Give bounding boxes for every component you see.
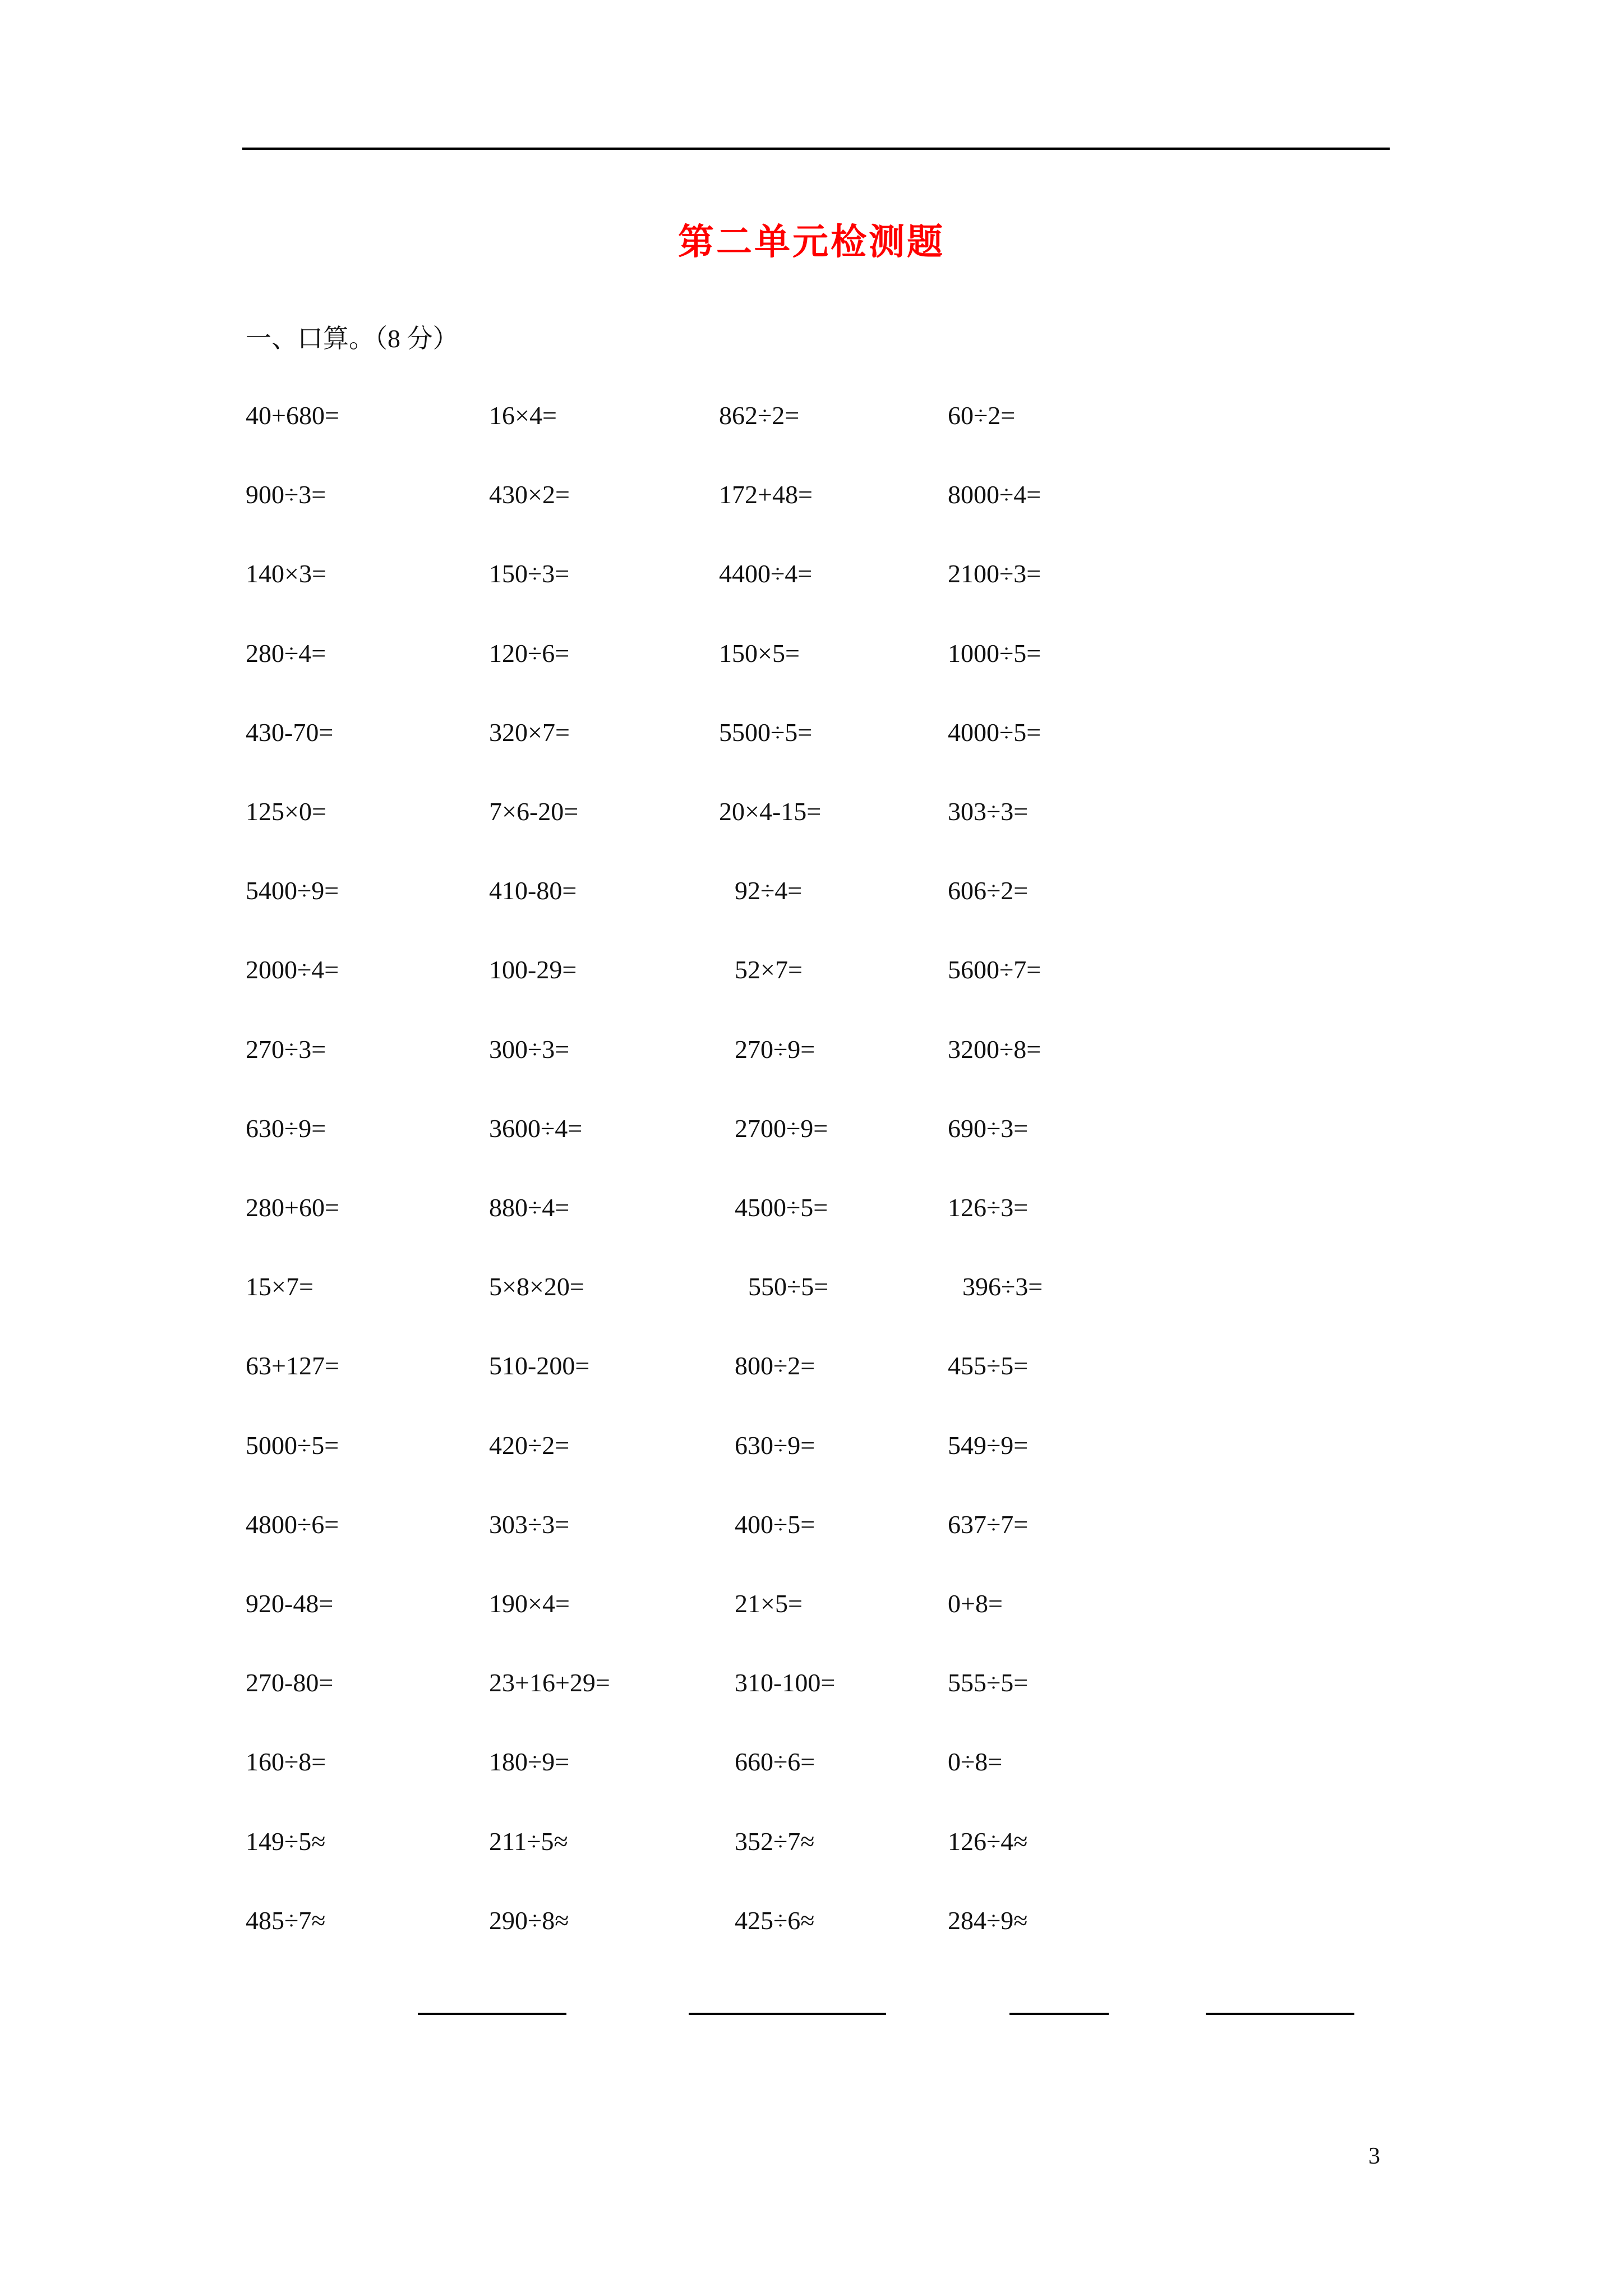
arithmetic-problem: 5600÷7=	[948, 955, 1041, 984]
arithmetic-problem: 5400÷9=	[246, 876, 339, 905]
arithmetic-problem: 172+48=	[719, 480, 813, 509]
arithmetic-problem: 149÷5≈	[246, 1827, 326, 1856]
arithmetic-problem: 40+680=	[246, 401, 339, 430]
arithmetic-problem: 150×5=	[719, 639, 800, 668]
arithmetic-problem: 284÷9≈	[948, 1906, 1028, 1935]
arithmetic-problem: 862÷2=	[719, 401, 800, 430]
arithmetic-problem: 3600÷4=	[489, 1114, 583, 1143]
arithmetic-problem: 300÷3=	[489, 1035, 570, 1064]
arithmetic-problem: 303÷3=	[948, 797, 1029, 826]
arithmetic-problem: 20×4-15=	[719, 797, 822, 826]
arithmetic-problem: 3200÷8=	[948, 1035, 1041, 1064]
arithmetic-problem: 2100÷3=	[948, 559, 1041, 588]
answer-blank-line	[689, 2013, 886, 2015]
arithmetic-problem: 125×0=	[246, 797, 326, 826]
arithmetic-problem: 0+8=	[948, 1589, 1003, 1618]
arithmetic-problem: 690÷3=	[948, 1114, 1029, 1143]
arithmetic-problem: 2700÷9=	[735, 1114, 828, 1143]
arithmetic-problem: 150÷3=	[489, 559, 570, 588]
arithmetic-problem: 400÷5=	[735, 1510, 815, 1539]
section-heading: 一、口算。（8 分）	[246, 324, 459, 353]
arithmetic-problem: 270÷3=	[246, 1035, 326, 1064]
arithmetic-problem: 140×3=	[246, 559, 326, 588]
arithmetic-problem: 280÷4=	[246, 639, 326, 668]
arithmetic-problem: 5500÷5=	[719, 718, 813, 747]
arithmetic-problem: 320×7=	[489, 718, 570, 747]
arithmetic-problem: 425÷6≈	[735, 1906, 815, 1935]
arithmetic-problem: 430×2=	[489, 480, 570, 509]
arithmetic-problem: 310-100=	[735, 1668, 836, 1697]
arithmetic-problem: 63+127=	[246, 1351, 339, 1380]
page-title: 第二单元检测题	[678, 222, 945, 262]
answer-blank-line	[1009, 2013, 1109, 2015]
arithmetic-problem: 280+60=	[246, 1193, 339, 1222]
arithmetic-problem: 550÷5=	[748, 1272, 829, 1301]
arithmetic-problem: 5000÷5=	[246, 1431, 339, 1460]
arithmetic-problem: 2000÷4=	[246, 955, 339, 984]
arithmetic-problem: 630÷9=	[735, 1431, 815, 1460]
answer-blank-line	[1206, 2013, 1354, 2015]
arithmetic-problem: 160÷8=	[246, 1747, 326, 1776]
arithmetic-problem: 5×8×20=	[489, 1272, 584, 1301]
arithmetic-problem: 303÷3=	[489, 1510, 570, 1539]
answer-blank-line	[418, 2013, 566, 2015]
arithmetic-problem: 410-80=	[489, 876, 577, 905]
arithmetic-problem: 211÷5≈	[489, 1827, 568, 1856]
arithmetic-problem: 549÷9=	[948, 1431, 1029, 1460]
arithmetic-problem: 100-29=	[489, 955, 577, 984]
arithmetic-problem: 880÷4=	[489, 1193, 570, 1222]
arithmetic-problem: 23+16+29=	[489, 1668, 610, 1697]
arithmetic-problem: 510-200=	[489, 1351, 590, 1380]
arithmetic-problem: 126÷4≈	[948, 1827, 1028, 1856]
arithmetic-problem: 637÷7=	[948, 1510, 1029, 1539]
arithmetic-problem: 555÷5=	[948, 1668, 1029, 1697]
arithmetic-problem: 630÷9=	[246, 1114, 326, 1143]
arithmetic-problem: 660÷6=	[735, 1747, 815, 1776]
arithmetic-problem: 606÷2=	[948, 876, 1029, 905]
arithmetic-problem: 7×6-20=	[489, 797, 579, 826]
arithmetic-problem: 396÷3=	[962, 1272, 1043, 1301]
arithmetic-problem: 126÷3=	[948, 1193, 1029, 1222]
arithmetic-problem: 16×4=	[489, 401, 557, 430]
arithmetic-problem: 4400÷4=	[719, 559, 813, 588]
arithmetic-problem: 1000÷5=	[948, 639, 1041, 668]
arithmetic-problem: 4000÷5=	[948, 718, 1041, 747]
arithmetic-problem: 21×5=	[735, 1589, 803, 1618]
arithmetic-problem: 920-48=	[246, 1589, 334, 1618]
arithmetic-problem: 485÷7≈	[246, 1906, 326, 1935]
arithmetic-problem: 4800÷6=	[246, 1510, 339, 1539]
arithmetic-problem: 800÷2=	[735, 1351, 815, 1380]
arithmetic-problem: 92÷4=	[735, 876, 803, 905]
arithmetic-problem: 420÷2=	[489, 1431, 570, 1460]
arithmetic-problem: 900÷3=	[246, 480, 326, 509]
arithmetic-problem: 290÷8≈	[489, 1906, 569, 1935]
arithmetic-problem: 0÷8=	[948, 1747, 1003, 1776]
arithmetic-problem: 60÷2=	[948, 401, 1016, 430]
arithmetic-problem: 8000÷4=	[948, 480, 1041, 509]
arithmetic-problem: 52×7=	[735, 955, 803, 984]
arithmetic-problem: 270-80=	[246, 1668, 334, 1697]
arithmetic-problem: 455÷5=	[948, 1351, 1029, 1380]
arithmetic-problem: 15×7=	[246, 1272, 313, 1301]
page-number: 3	[1368, 2143, 1380, 2169]
arithmetic-problem: 430-70=	[246, 718, 334, 747]
arithmetic-problem: 270÷9=	[735, 1035, 815, 1064]
arithmetic-problem: 4500÷5=	[735, 1193, 828, 1222]
arithmetic-problem: 120÷6=	[489, 639, 570, 668]
arithmetic-problem: 180÷9=	[489, 1747, 570, 1776]
arithmetic-problem: 352÷7≈	[735, 1827, 815, 1856]
arithmetic-problem: 190×4=	[489, 1589, 570, 1618]
